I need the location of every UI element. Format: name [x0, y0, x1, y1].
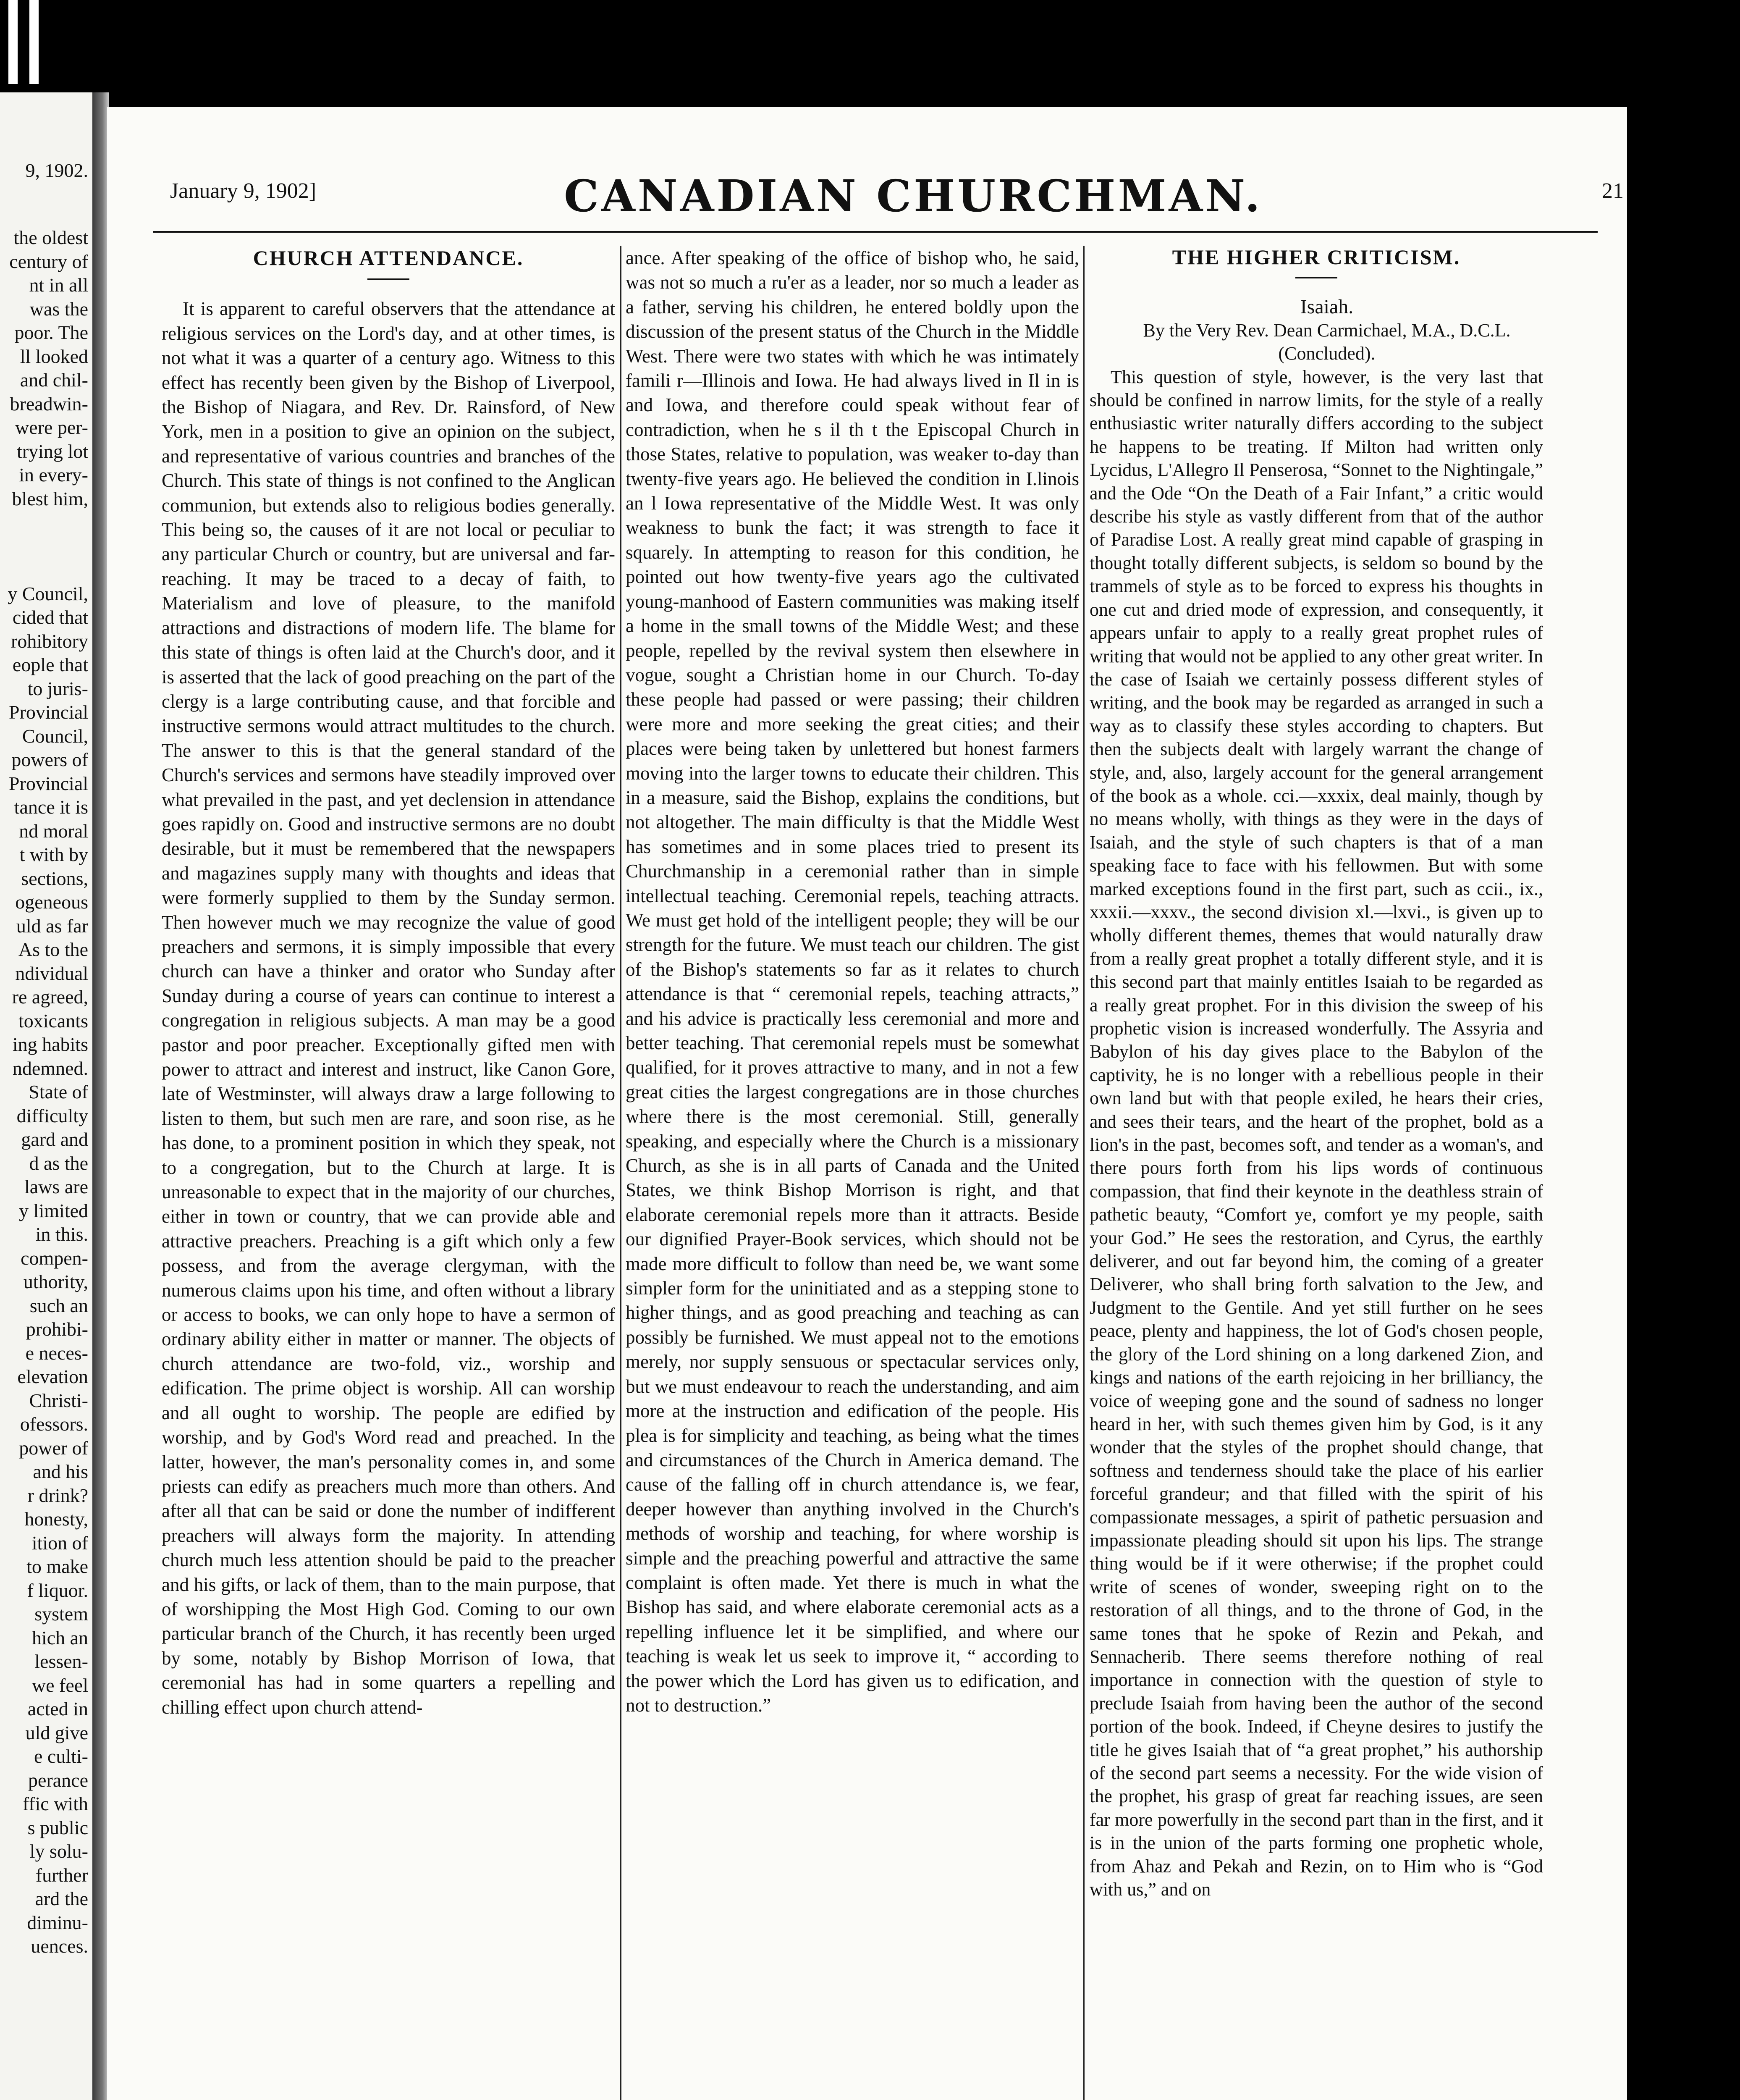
facing-page-line: compen-: [21, 1247, 88, 1269]
facing-page-line: uld as far: [16, 915, 88, 937]
facing-page-line: rohibitory: [11, 630, 88, 652]
facing-page-line: in this.: [35, 1223, 88, 1245]
header-date: January 9, 1902]: [170, 179, 317, 203]
facing-page-line: Provincial: [8, 772, 88, 794]
book-gutter: [92, 92, 109, 2100]
facing-page-line: As to the: [18, 939, 88, 960]
facing-page-line: sections,: [21, 867, 88, 889]
facing-page-line: gard and: [21, 1129, 88, 1150]
facing-page-line: eople that: [12, 654, 88, 675]
facing-page-line: Provincial: [8, 701, 88, 723]
facing-page-line: honesty,: [24, 1508, 88, 1530]
title-separator: [1295, 277, 1337, 278]
facing-page-line: uld give: [25, 1722, 88, 1743]
facing-page-line: blest him,: [12, 488, 88, 509]
article-note: (Concluded).: [1278, 343, 1376, 364]
facing-page-line: cided that: [12, 606, 88, 628]
column-church-attendance-continued: [626, 246, 1079, 1717]
newspaper-page: [107, 107, 1627, 2100]
facing-page-line: the oldest: [13, 227, 88, 248]
facing-page-line: Christi-: [29, 1389, 88, 1411]
column-church-attendance: [162, 246, 615, 1719]
facing-page-line: laws are: [24, 1176, 88, 1197]
facing-page-line: power of: [19, 1437, 88, 1459]
column-rule: [620, 246, 621, 2100]
facing-page-line: r drink?: [27, 1484, 88, 1506]
header-rule: [153, 231, 1598, 233]
facing-page-line: tance it is: [14, 796, 88, 818]
article-paragraph: ance. After speaking of the office of bishop who, he said, was not so much a ru'er as a leader, nor so much a leader as a father, serving his children, he entered boldly upon the discussion of the present status of the Church in the Middle West. There were two states with which he was intimately famili r—Illinois and Iowa. He had always lived in Il in is and Iowa, and therefore could speak without fear of contradiction, when he s il th t the Episcopal Church in those States, relative to population, was weaker to-day than twenty-five years ago. He believed the condition in I.linois an l Iowa representative of the Middle West. It was only weakness to bunk the fact; it was strength to face it squarely. In attempting to reason for this condition, he pointed out how twenty-five years ago the cultivated young-manhood of Eastern communities was making itself a home in the small towns of the Middle West; and these people, repelled by the revival system then elsewhere in vogue, sought a Christian home in our Church. To-day these people had passed or were passing; their children were more and more seeking the great cities; and their places were being taken by unlettered but honest farmers moving into the larger towns to educate their children. This in a measure, said the Bishop, explains the conditions, but not altogether. The main difficulty is that the Middle West has sometimes and in some places tried to present its Churchmanship in a ceremonial rather than in simple intellectual teaching. Ceremonial repels, teaching attracts. We must get hold of the intelligent people; they will be our strength for the future. We must teach our children. The gist of the Bishop's statements so far as it relates to church attendance is that “ ceremonial repels, teaching attracts,” and his advice is practically less ceremonial and more and better teaching. That ceremonial repels must be somewhat qualified, for it proves attractive to many, and in not a few great cities the largest congregations are in those churches where there is the most ceremonial. Still, generally speaking, and especially where the Church is a missionary Church, as she is in all parts of Canada and the United States, we think Bishop Morrison is right, and that elaborate ceremonial repels more than it attracts. Beside our dignified Prayer-Book services, which should not be made more difficult to follow than need be, we want some simpler form for the uninitiated and as a stepping stone to higher things, and as good preaching and teaching as can possibly be furnished. We must appeal not to the emotions merely, nor supply sensuous or spectacular services only, but we must endeavour to reach the understanding, and aim more at the instruction and edification of the people. His plea is for simplicity and teaching, as being what the times and circumstances of the Church in America demand. The cause of the falling off in church attendance is, we fear, deeper however than anything involved in the Church's methods of worship and teaching, for where worship is simple and the preaching powerful and attractive the same complaint is often made. Yet there is much in what the Bishop has said, and where elaborate ceremonial acts as a repelling influence let it be simplified, and where our teaching is weak let us seek to improve it, “ according to the power which the Lord has given us to edification, and not to destruction.”: [626, 247, 1079, 1716]
facing-page-line: in every-: [19, 464, 88, 486]
facing-page-line: y Council,: [8, 583, 88, 604]
article-subtitle: Isaiah.: [1300, 296, 1354, 318]
facing-page-line: ofessors.: [20, 1413, 88, 1435]
facing-page-line: uthority,: [23, 1271, 88, 1292]
facing-page-line: acted in: [27, 1698, 88, 1719]
facing-page-line: we feel: [31, 1674, 88, 1696]
facing-page-line: Council,: [22, 725, 88, 747]
facing-page-line: nd moral: [19, 820, 88, 842]
facing-page-line: ndemned.: [12, 1057, 88, 1079]
border-stripe: [29, 0, 39, 84]
facing-page-line: ly solu-: [29, 1840, 88, 1862]
facing-page-line: e neces-: [25, 1342, 88, 1364]
facing-page-line: and chil-: [20, 369, 88, 391]
facing-page-line: poor. The: [14, 322, 88, 343]
facing-page-line: breadwin-: [10, 393, 88, 415]
article-paragraph: This question of style, however, is the very last that should be confined in narrow limits, for the style of a really enthusiastic writer naturally differs according to the subject he happens to be treating. If Milton had written only Lycidus, L'Allegro Il Penserosa, “Sonnet to the Nightingale,” and the Ode “On the Death of a Fair Infant,” a critic would describe his style as vastly different from that of the author of Paradise Lost. A really great mind capable of grasping in thought totally different subjects, is seldom so bound by the trammels of style as to be forced to express his thoughts in one cut and dried mode of expression, and consequently, it appears unfair to apply to a really great prophet rules of writing that would not be applied to any other great writer. In the case of Isaiah we certainly possess different styles of writing, and the book may be regarded as arranged in such a way as to classify these styles according to chapters. But then the subjects dealt with largely warrant the change of style, and, also, largely account for the general arrangement of the book as a whole. cci.—xxxix, deal mainly, though by no means wholly, with things as they were in the days of Isaiah, and the style of such chapters is that of a man speaking face to face with his fellowmen. But with some marked exceptions found in the first part, such as ccii., ix., xxxii.—xxxv., the second division xl.—lxvi., is given up to wholly different themes, themes that would naturally draw from a really great prophet a totally different style, and it is this second part that mainly entitles Isaiah to be regarded as a really great prophet. For in this division the sweep of his prophetic vision is increased wonderfully. The Assyria and Babylon of his day gives place to the Babylon of the captivity, he is no longer with a rebellious people in their own land but with that people exiled, he hears their cries, and sees their tears, and the heart of the prophet, bold as a lion's in the past, becomes soft, and tender as a woman's, and there pours forth from his lips words of continuous compassion, that find their keynote in the deathless strain of pathetic beauty, “Comfort ye, comfort ye my people, saith your God.” He sees the restoration, and Cyrus, the earthly deliverer, and out far beyond him, the coming of a greater Deliverer, who shall bring forth salvation to the Jew, and Judgment to the Gentile. And yet still further on he sees peace, plenty and happiness, the lot of God's chosen people, the glory of the Lord shining on a long darkened Zion, and kings and nations of the earth rejoicing in her brilliancy, the voice of weeping gone and the sound of sadness no longer heard in her, with such themes given him by God, is it any wonder that the styles of the prophet should change, that softness and tenderness should take the place of his earlier forceful grandeur; and that filled with the spirit of his compassionate messages, a spirit of pathetic persuasion and impassionate pleading should sit upon his lips. The strange thing would be if it were otherwise; if the prophet could write of scenes of wonder, sweeping right on to the restoration of all things, and to the throne of God, in the same tones that he spoke of Rezin and Pekah, and Sennacherib. There seems therefore nothing of real importance in connection with the question of style to preclude Isaiah from having been the author of the second portion of the book. Indeed, if Cheyne desires to justify the title he gives Isaiah that of “a great prophet,” his authorship of the second part seems a necessity. For the wide vision of the prophet, his grasp of great far reaching issues, are seen far more powerfully in the second part than in the first, and it is in the union of the parts forming one prophetic whole, from Ahaz and Pekah and Rezin, on to Him who is “God with us,” and on: [1090, 366, 1543, 1900]
facing-page-line: ard the: [35, 1888, 88, 1909]
facing-page-line: to juris-: [27, 677, 88, 699]
facing-page-line: perance: [28, 1769, 88, 1791]
facing-page-line: ing habits: [12, 1034, 88, 1055]
facing-page-line: lessen-: [34, 1651, 88, 1672]
facing-page-line: t with by: [19, 844, 88, 865]
facing-page-line: e culti-: [34, 1746, 88, 1767]
facing-page-line: ition of: [31, 1532, 88, 1554]
facing-page-line: re agreed,: [12, 986, 88, 1008]
article-title: CHURCH ATTENDANCE.: [253, 246, 524, 270]
facing-page-line: ffic with: [22, 1793, 88, 1814]
facing-page-line: elevation: [17, 1366, 88, 1387]
facing-page-line: d as the: [29, 1152, 88, 1174]
facing-page-line: diminu-: [27, 1911, 88, 1933]
article-byline: By the Very Rev. Dean Carmichael, M.A., D.C.L.: [1143, 320, 1511, 341]
facing-page-line: ll looked: [20, 345, 88, 367]
masthead-title: CANADIAN CHURCHMAN.: [564, 170, 1263, 222]
facing-page-line: s public: [27, 1816, 88, 1838]
facing-page-line: State of: [29, 1081, 88, 1102]
facing-page-line: f liquor.: [27, 1579, 88, 1601]
facing-page-line: such an: [29, 1294, 88, 1316]
facing-page-line: toxicants: [18, 1010, 88, 1032]
facing-page-line: uences.: [31, 1935, 88, 1957]
page-number: 21: [1602, 179, 1624, 203]
facing-page-date: 9, 1902.: [25, 160, 88, 181]
facing-page-line: hich an: [31, 1627, 88, 1648]
column-rule: [1083, 246, 1085, 2100]
column-higher-criticism: [1090, 246, 1543, 1901]
article-title: THE HIGHER CRITICISM.: [1172, 245, 1461, 269]
facing-page-line: ogeneous: [15, 891, 88, 913]
facing-page-strip: [0, 92, 92, 2100]
facing-page-line: ndividual: [15, 962, 88, 984]
facing-page-line: trying lot: [17, 440, 88, 462]
facing-page-line: difficulty: [16, 1105, 88, 1126]
facing-page-line: and his: [33, 1461, 88, 1482]
facing-page-line: further: [35, 1864, 88, 1886]
facing-page-line: to make: [26, 1556, 88, 1577]
title-separator: [367, 278, 409, 280]
facing-page-line: powers of: [11, 749, 88, 770]
facing-page-line: was the: [29, 298, 88, 320]
border-stripe: [8, 0, 18, 84]
facing-page-line: nt in all: [29, 274, 88, 296]
article-paragraph: It is apparent to careful observers that the attendance at religious services on the Lord's day, and at other times, is not what it was a quarter of a century ago. Witness to this effect has recently been given by the Bishop of Liverpool, the Bishop of Niagara, and Rev. Dr. Rainsford, of New York, men in a position to give an opinion on the subject, and representative of various countries and branches of the Church. This state of things is not confined to the Anglican communion, but extends also to religious bodies generally. This being so, the causes of it are not local or peculiar to any particular Church or country, but are universal and far-reaching. It may be traced to a decay of faith, to Materialism and love of pleasure, to the manifold attractions and distractions of modern life. The blame for this state of things is often laid at the Church's door, and it is asserted that the lack of good preaching on the part of the clergy is a large contributing cause, and that forcible and instructive sermons would attract multitudes to the church. The answer to this is that the general standard of the Church's services and sermons have steadily improved over what prevailed in the past, and yet declension in attendance goes rapidly on. Good and instructive sermons are no doubt desirable, but it must be remembered that the newspapers and magazines supply many with thoughts and ideas that were formerly supplied to them by the Sunday sermon. Then however much we may recognize the value of good preachers and sermons, it is simply impossible that every church can have a thinker and orator who Sunday after Sunday during a course of years can continue to interest a congregation in religious subjects. A man may be a good pastor and poor preacher. Exceptionally gifted men with power to attract and interest and instruct, like Canon Gore, late of Westminster, will always draw a large following to listen to them, but such men are rare, and soon rise, as he has done, to a prominent position in which they speak, not to a congregation, but to the Church at large. It is unreasonable to expect that in the majority of our churches, either in town or country, that we can provide able and attractive preachers. Preaching is a gift which only a few possess, and from the average clergyman, with the numerous claims upon his time, and often without a library or access to books, we can only hope to have a sermon of ordinary ability either in matter or manner. The objects of church attendance are two-fold, viz., worship and edification. The prime object is worship. All can worship and all ought to worship. The people are edified by worship, and by God's Word read and preached. In the latter, however, the man's personality comes in, and some priests can edify as preachers much more than others. And after all that can be said or done the number of indifferent preachers will always form the majority. In attending church much less attention should be paid to the preacher and his gifts, or lack of them, than to the main purpose, that of worshipping the Most High God. Coming to our own particular branch of the Church, it has recently been urged by some, notably by Bishop Morrison of Iowa, that ceremonial has had in some quarters a repelling and chilling effect upon church attend-: [162, 298, 615, 1718]
facing-page-line: were per-: [15, 417, 88, 438]
facing-page-line: system: [34, 1603, 88, 1625]
facing-page-line: century of: [9, 250, 88, 272]
facing-page-line: prohibi-: [26, 1318, 88, 1340]
facing-page-line: y limited: [19, 1200, 88, 1221]
